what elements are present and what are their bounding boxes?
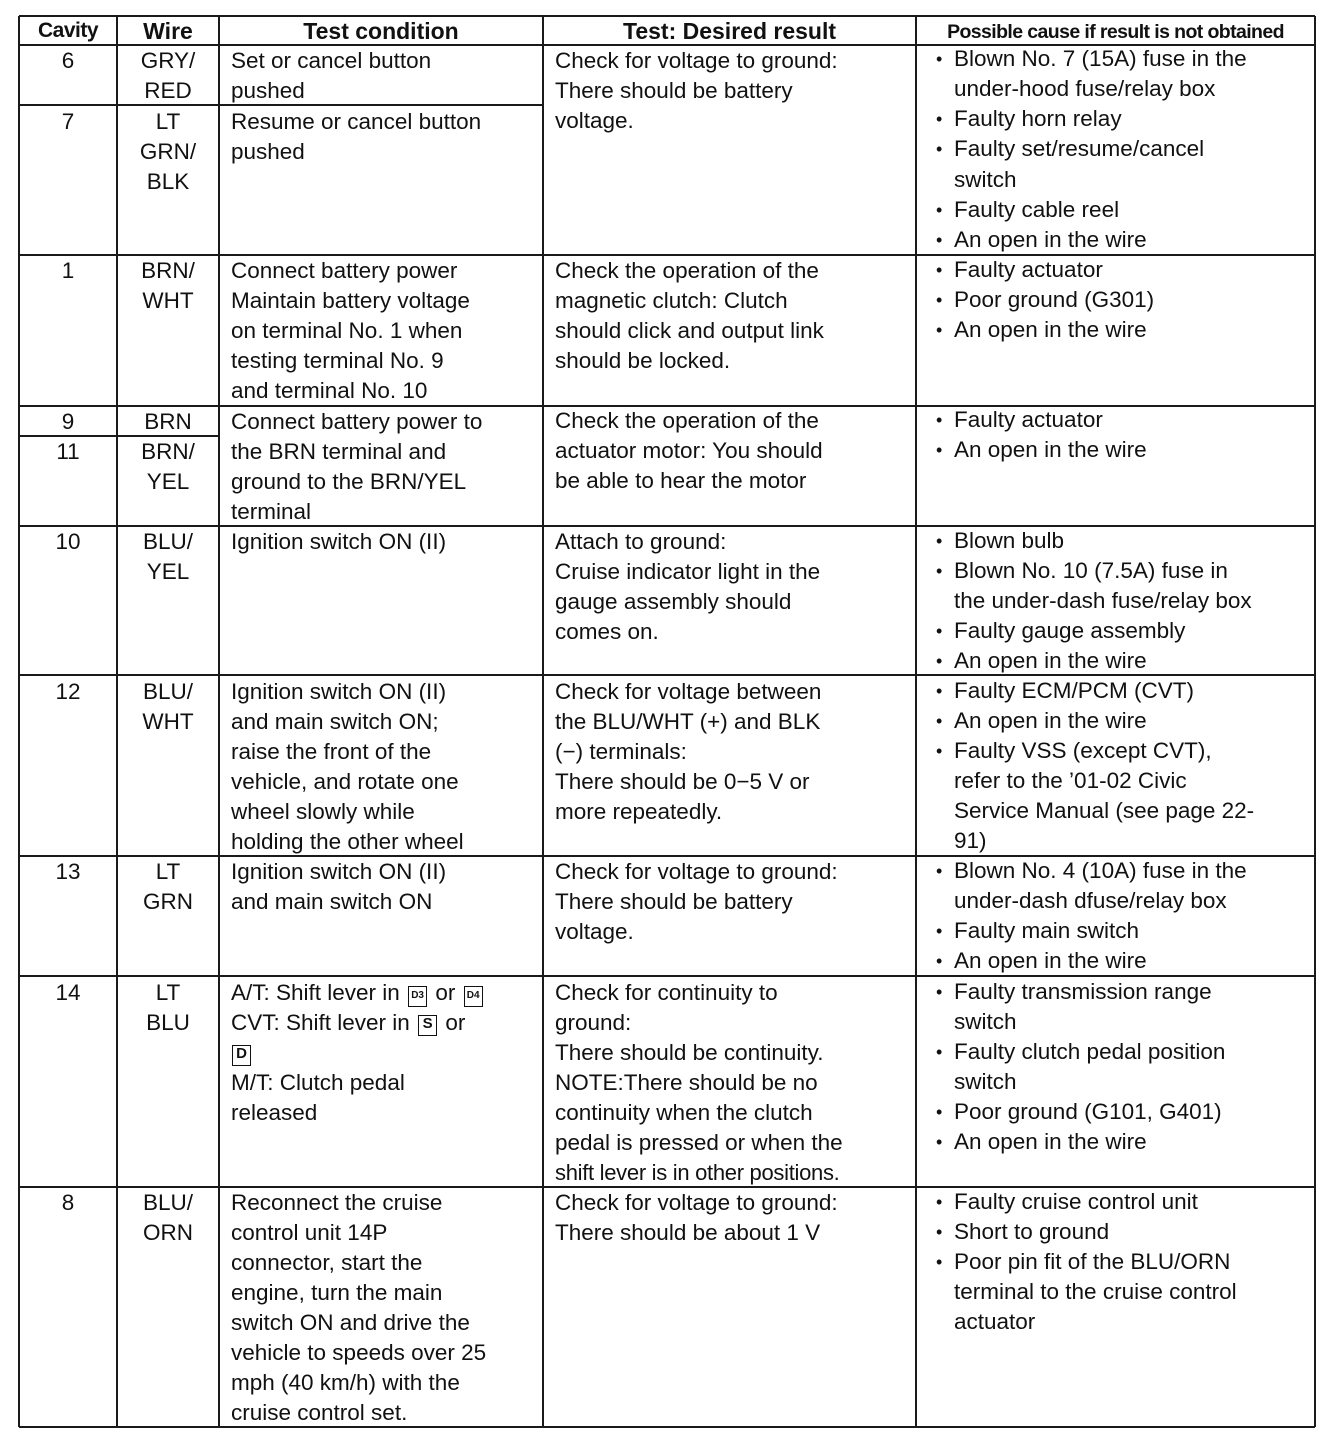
cause-item-continued: under-hood fuse/relay box [954, 76, 1216, 101]
wire-color: LT [155, 859, 181, 884]
condition-text: and terminal No. 10 [231, 378, 428, 403]
result-text: pedal is pressed or when the [555, 1130, 843, 1155]
condition-text: Resume or cancel button [231, 109, 482, 134]
wire-color: LT [155, 980, 181, 1005]
condition-text: cruise control set. [231, 1400, 408, 1425]
wire-color: BRN [144, 409, 192, 434]
result-text: NOTE:There should be no [555, 1070, 818, 1095]
cause-item: • Faulty VSS (except CVT), [954, 736, 1212, 766]
cause-item-continued: switch [954, 1069, 1017, 1094]
cavity-value: 14 [55, 980, 81, 1005]
condition-text: wheel slowly while [231, 799, 415, 824]
header-test-condition: Test condition [303, 18, 459, 44]
result-text: Check for voltage to ground: [555, 859, 838, 884]
result-text: should click and output link [555, 318, 824, 343]
cause-item: • Faulty horn relay [954, 104, 1122, 134]
result-text: Cruise indicator light in the [555, 559, 821, 584]
condition-text: terminal [231, 499, 312, 524]
condition-text: Set or cancel button [231, 48, 432, 73]
header-cavity: Cavity [37, 19, 99, 42]
condition-text: on terminal No. 1 when [231, 318, 463, 343]
cause-item: • An open in the wire [954, 706, 1147, 736]
cause-item: • Blown No. 4 (10A) fuse in the [954, 856, 1247, 886]
wire-color: BLU [146, 1010, 190, 1035]
wire-color: BLK [146, 169, 190, 194]
condition-text: and main switch ON [231, 889, 433, 914]
condition-text: vehicle, and rotate one [231, 769, 459, 794]
result-text: continuity when the clutch [555, 1100, 813, 1125]
cause-item: • Blown No. 7 (15A) fuse in the [954, 44, 1247, 74]
cause-item-continued: under-dash dfuse/relay box [954, 888, 1227, 913]
cavity-value: 9 [61, 409, 75, 434]
result-text: gauge assembly should [555, 589, 792, 614]
wire-color: BLU/ [142, 679, 194, 704]
cause-item: • Blown bulb [954, 526, 1064, 556]
header-wire: Wire [143, 18, 193, 44]
wire-color: BRN/ [141, 258, 195, 283]
header-possible-cause: Possible cause if result is not obtained [947, 21, 1284, 43]
condition-text: raise the front of the [231, 739, 432, 764]
result-text: (−) terminals: [555, 739, 687, 764]
cause-item-continued: actuator [954, 1309, 1036, 1334]
result-text: the BLU/WHT (+) and BLK [555, 709, 821, 734]
cause-item: • An open in the wire [954, 646, 1147, 676]
result-text: There should be battery [555, 78, 793, 103]
condition-text: Ignition switch ON (II) [231, 529, 447, 554]
result-text: There should be 0−5 V or [555, 769, 810, 794]
cause-item: • An open in the wire [954, 435, 1147, 465]
condition-text: Connect battery power to [231, 409, 483, 434]
cause-item: • Faulty cable reel [954, 195, 1119, 225]
cause-item-continued: terminal to the cruise control [954, 1279, 1237, 1304]
cause-item: • Faulty clutch pedal position [954, 1037, 1225, 1067]
cause-item: • Faulty set/resume/cancel [954, 134, 1204, 164]
cause-item: • Faulty transmission range [954, 977, 1212, 1007]
condition-text [231, 1008, 465, 1038]
cause-item: • An open in the wire [954, 1127, 1147, 1157]
cause-item: • An open in the wire [954, 225, 1147, 255]
condition-text: the BRN terminal and [231, 439, 447, 464]
cavity-value: 13 [55, 859, 81, 884]
result-text: magnetic clutch: Clutch [555, 288, 788, 313]
cause-item: • Faulty main switch [954, 916, 1139, 946]
cause-item: • Faulty actuator [954, 255, 1103, 285]
wire-color: YEL [146, 469, 190, 494]
header-desired-result: Test: Desired result [622, 18, 837, 44]
cause-item: • Poor ground (G301) [954, 285, 1154, 315]
condition-text-part: A/T: Shift lever in [231, 980, 400, 1005]
result-text: There should be battery [555, 889, 793, 914]
condition-text [231, 978, 485, 1008]
result-text: more repeatedly. [555, 799, 723, 824]
result-text: shift lever is in other positions. [555, 1160, 840, 1185]
result-text: Check the operation of the [555, 258, 819, 283]
condition-text: mph (40 km/h) with the [231, 1370, 460, 1395]
result-text: should be locked. [555, 348, 731, 373]
cause-item: • Poor ground (G101, G401) [954, 1097, 1222, 1127]
cause-item: • Blown No. 10 (7.5A) fuse in [954, 556, 1228, 586]
wire-color: GRN [143, 889, 193, 914]
condition-text-part: or [445, 1010, 466, 1035]
cavity-value: 11 [56, 439, 80, 464]
condition-text: holding the other wheel [231, 829, 464, 854]
cavity-value: 7 [61, 109, 75, 134]
condition-text-part: CVT: Shift lever in [231, 1010, 410, 1035]
result-text: Check the operation of the [555, 408, 819, 433]
shift-position-d-symbol: D [232, 1045, 251, 1066]
condition-text: and main switch ON; [231, 709, 439, 734]
cause-item: • An open in the wire [954, 946, 1147, 976]
cavity-value: 8 [61, 1190, 75, 1215]
cause-item: • Faulty ECM/PCM (CVT) [954, 676, 1194, 706]
wire-color: YEL [146, 559, 190, 584]
wire-color: BRN/ [141, 439, 195, 464]
cause-item: • Poor pin fit of the BLU/ORN [954, 1247, 1230, 1277]
result-text: ground: [555, 1010, 632, 1035]
cavity-value: 10 [55, 529, 81, 554]
condition-text: Connect battery power [231, 258, 458, 283]
result-text: Attach to ground: [555, 529, 727, 554]
cavity-value: 1 [61, 258, 75, 283]
cause-item: • Faulty gauge assembly [954, 616, 1185, 646]
wire-color: ORN [143, 1220, 193, 1245]
condition-text: Ignition switch ON (II) [231, 859, 447, 884]
wire-color: WHT [142, 288, 194, 313]
result-text: Check for voltage between [555, 679, 822, 704]
result-text: voltage. [555, 108, 634, 133]
result-text: actuator motor: You should [555, 438, 823, 463]
result-text: Check for continuity to [555, 980, 778, 1005]
wire-color: BLU/ [142, 529, 194, 554]
condition-text: ground to the BRN/YEL [231, 469, 467, 494]
cause-item: • Faulty actuator [954, 405, 1103, 435]
wire-color: BLU/ [142, 1190, 194, 1215]
condition-text: pushed [231, 139, 305, 164]
condition-text: Reconnect the cruise [231, 1190, 443, 1215]
condition-text: Ignition switch ON (II) [231, 679, 447, 704]
result-text: voltage. [555, 919, 634, 944]
cause-item: • Short to ground [954, 1217, 1109, 1247]
shift-position-d3-symbol: D3 [408, 986, 427, 1007]
condition-text: control unit 14P [231, 1220, 388, 1245]
condition-text: switch ON and drive the [231, 1310, 470, 1335]
condition-text: pushed [231, 78, 305, 103]
result-text: Check for voltage to ground: [555, 1190, 838, 1215]
wire-color: WHT [142, 709, 194, 734]
condition-text: released [231, 1100, 318, 1125]
cause-item: • Faulty cruise control unit [954, 1187, 1198, 1217]
condition-text: testing terminal No. 9 [231, 348, 444, 373]
cause-item-continued: refer to the ’01-02 Civic [954, 768, 1187, 793]
cause-item-continued: switch [954, 167, 1017, 192]
wire-color: LT [155, 109, 181, 134]
result-text: comes on. [555, 619, 659, 644]
shift-position-s-symbol: S [418, 1015, 437, 1036]
cause-item-continued: Service Manual (see page 22- [954, 798, 1255, 823]
cause-item-continued: the under-dash fuse/relay box [954, 588, 1252, 613]
result-text: There should be continuity. [555, 1040, 824, 1065]
cavity-value: 6 [61, 48, 75, 73]
condition-text: connector, start the [231, 1250, 423, 1275]
condition-text-part: or [435, 980, 456, 1005]
condition-text: Maintain battery voltage [231, 288, 470, 313]
condition-text: engine, turn the main [231, 1280, 443, 1305]
condition-text: M/T: Clutch pedal [231, 1070, 405, 1095]
result-text: Check for voltage to ground: [555, 48, 838, 73]
condition-text [231, 1038, 253, 1068]
result-text: There should be about 1 V [555, 1220, 821, 1245]
cause-item-continued: switch [954, 1009, 1017, 1034]
wire-color: GRY/ [140, 48, 196, 73]
cavity-value: 12 [55, 679, 81, 704]
condition-text: vehicle to speeds over 25 [231, 1340, 487, 1365]
wire-color: GRN/ [139, 139, 197, 164]
cause-item: • An open in the wire [954, 315, 1147, 345]
cause-item-continued: 91) [954, 828, 987, 853]
shift-position-d4-symbol: D4 [464, 986, 483, 1007]
wire-color: RED [144, 78, 192, 103]
result-text: be able to hear the motor [555, 468, 807, 493]
